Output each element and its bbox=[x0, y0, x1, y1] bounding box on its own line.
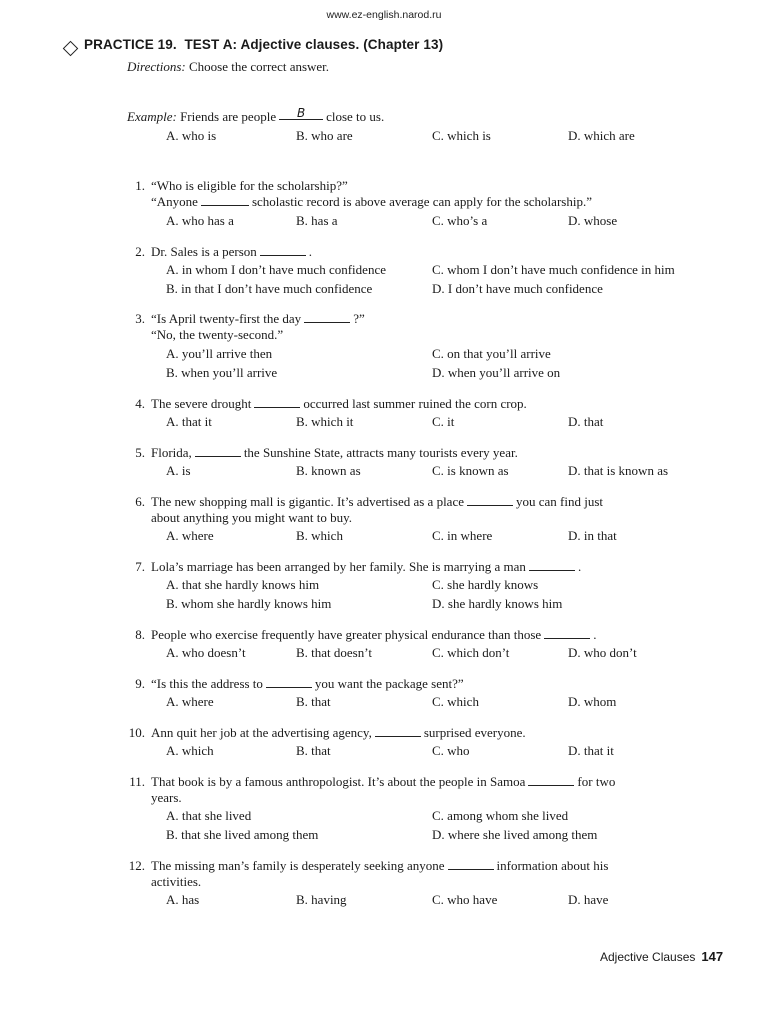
option: C. which bbox=[432, 694, 479, 709]
option: A. that she hardly knows him bbox=[166, 577, 320, 592]
option: B. when you’ll arrive bbox=[166, 365, 278, 380]
option: A. that it bbox=[166, 414, 212, 429]
question-text: “No, the twenty-second.” bbox=[151, 327, 284, 342]
option: A. in whom I don’t have much confidence bbox=[166, 262, 386, 277]
question-number: 7. bbox=[135, 559, 145, 574]
option: C. whom I don’t have much confidence in him bbox=[432, 262, 675, 277]
question-text: years. bbox=[151, 790, 182, 805]
option: D. when you’ll arrive on bbox=[432, 365, 561, 380]
question-text: “Is this the address to you want the package sent?” bbox=[151, 676, 464, 691]
option: C. on that you’ll arrive bbox=[432, 346, 551, 361]
option: A. who has a bbox=[166, 213, 234, 228]
handwritten-answer: B bbox=[296, 106, 306, 120]
option: C. among whom she lived bbox=[432, 808, 569, 823]
question-text: Ann quit her job at the advertising agency, surprised everyone. bbox=[151, 725, 526, 740]
practice-number: PRACTICE 19. bbox=[84, 37, 177, 52]
question-text: Dr. Sales is a person . bbox=[151, 244, 313, 259]
question-number: 5. bbox=[135, 445, 145, 460]
option: B. having bbox=[296, 892, 347, 907]
question-text: The missing man’s family is desperately seeking anyone information about his bbox=[151, 858, 609, 873]
example-stem bbox=[127, 106, 385, 124]
question-number: 6. bbox=[135, 494, 145, 509]
option: B. in that I don’t have much confidence bbox=[166, 281, 373, 296]
question-number: 10. bbox=[128, 725, 145, 740]
option: C. which don’t bbox=[432, 645, 510, 660]
question-text: activities. bbox=[151, 874, 202, 889]
page-number: 147 bbox=[701, 949, 724, 964]
question-text: The severe drought occurred last summer ruined the corn crop. bbox=[151, 396, 527, 411]
option: A. has bbox=[166, 892, 200, 907]
question-text: “Anyone scholastic record is above average can apply for the scholarship.” bbox=[151, 194, 592, 209]
option: B. which it bbox=[296, 414, 354, 429]
option: A. that she lived bbox=[166, 808, 252, 823]
source-url: www.ez-english.narod.ru bbox=[326, 9, 442, 21]
option: D. I don’t have much confidence bbox=[432, 281, 603, 296]
question-number: 1. bbox=[135, 178, 145, 193]
question-text: about anything you might want to buy. bbox=[151, 510, 352, 525]
option: D. that it bbox=[568, 743, 614, 758]
example-blank bbox=[279, 106, 323, 120]
question-text: The new shopping mall is gigantic. It’s advertised as a place you can find just bbox=[151, 494, 604, 509]
option: B. that she lived among them bbox=[166, 827, 319, 842]
diamond-icon bbox=[63, 41, 79, 57]
option: D. that bbox=[568, 414, 604, 429]
example-text-end: close to us. bbox=[326, 109, 385, 124]
example-text: Friends are people bbox=[180, 109, 277, 124]
option: A. where bbox=[166, 694, 214, 709]
directions-text: Choose the correct answer. bbox=[188, 59, 330, 74]
page-footer bbox=[600, 949, 723, 964]
option: A. you’ll arrive then bbox=[166, 346, 273, 361]
question-number: 11. bbox=[129, 774, 145, 789]
option: C. it bbox=[432, 414, 455, 429]
option: B. that bbox=[296, 694, 331, 709]
option: A. which bbox=[166, 743, 214, 758]
question-text: “Is April twenty-first the day ?” bbox=[151, 311, 365, 326]
section-name: Adjective Clauses bbox=[600, 950, 696, 964]
example-option: D. which are bbox=[568, 128, 635, 143]
option: D. whom bbox=[568, 694, 617, 709]
question-number: 4. bbox=[135, 396, 145, 411]
option: D. who don’t bbox=[568, 645, 637, 660]
option: B. whom she hardly knows him bbox=[166, 596, 332, 611]
option: D. that is known as bbox=[568, 463, 669, 478]
page-title bbox=[84, 37, 443, 52]
option: A. is bbox=[166, 463, 191, 478]
option: B. that doesn’t bbox=[296, 645, 372, 660]
question-text: That book is by a famous anthropologist. It’s about the people in Samoa for two bbox=[151, 774, 616, 789]
option: A. who doesn’t bbox=[166, 645, 246, 660]
question-text: “Who is eligible for the scholarship?” bbox=[151, 178, 348, 193]
question-text: Lola’s marriage has been arranged by her family. She is marrying a man . bbox=[151, 559, 582, 574]
option: C. who’s a bbox=[432, 213, 488, 228]
option: B. known as bbox=[296, 463, 361, 478]
question-number: 2. bbox=[135, 244, 145, 259]
directions-label: Directions: bbox=[127, 59, 186, 74]
question-number: 3. bbox=[135, 311, 145, 326]
question-number: 9. bbox=[135, 676, 145, 691]
question-text: People who exercise frequently have greater physical endurance than those . bbox=[151, 627, 597, 642]
directions bbox=[127, 59, 329, 75]
option: D. in that bbox=[568, 528, 617, 543]
example-option: C. which is bbox=[432, 128, 491, 143]
option: D. have bbox=[568, 892, 609, 907]
option: D. whose bbox=[568, 213, 618, 228]
option: D. she hardly knows him bbox=[432, 596, 563, 611]
example-label: Example: bbox=[127, 109, 177, 124]
option: C. is known as bbox=[432, 463, 509, 478]
option: C. who bbox=[432, 743, 470, 758]
option: A. where bbox=[166, 528, 214, 543]
example-option: B. who are bbox=[296, 128, 353, 143]
question-number: 12. bbox=[128, 858, 145, 873]
option: B. which bbox=[296, 528, 343, 543]
option: B. that bbox=[296, 743, 331, 758]
question-text: Florida, the Sunshine State, attracts many tourists every year. bbox=[151, 445, 518, 460]
option: C. who have bbox=[432, 892, 498, 907]
question-number: 8. bbox=[135, 627, 145, 642]
test-title: TEST A: Adjective clauses. (Chapter 13) bbox=[184, 37, 444, 52]
option: C. she hardly knows bbox=[432, 577, 539, 592]
option: C. in where bbox=[432, 528, 493, 543]
option: B. has a bbox=[296, 213, 338, 228]
example-option: A. who is bbox=[166, 128, 217, 143]
option: D. where she lived among them bbox=[432, 827, 598, 842]
